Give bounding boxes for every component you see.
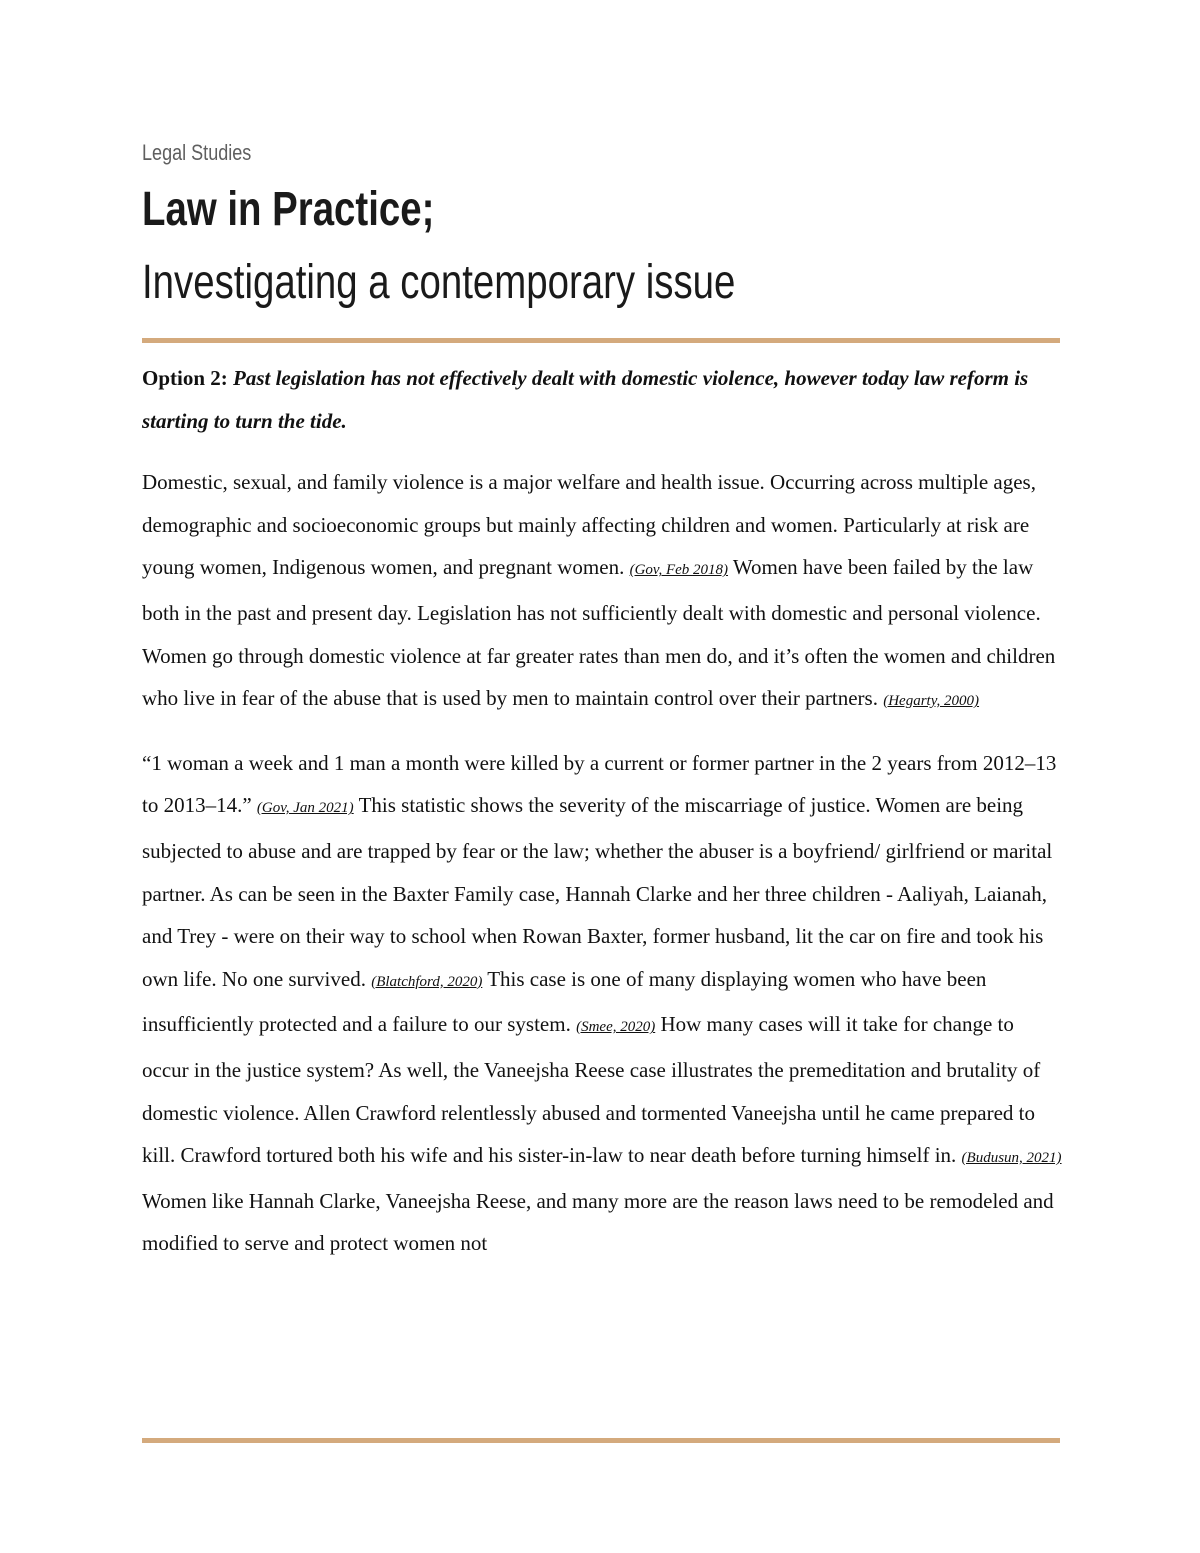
- paragraph-1: [142, 461, 1062, 723]
- paragraph-2-quote: “1 woman a week and 1 man a month were killed by a current or former partner in the 2 years from 2012–13 to 2013–14.”: [142, 750, 1057, 818]
- subject-label: Legal Studies: [142, 140, 252, 165]
- paragraph-2-sentence-2: This statistic shows the severity of the miscarriage of justice. Women are being subjected to abuse and are trapped by fear or the law; whether the abuser is a boyfriend/ girlfriend or marital partner. As can be seen in the Baxter Family case, Hannah Clarke and her three children - Aaliyah, Laianah, and Trey - were on their way to school when Rowan Baxter, former husband, lit the car on fire and took his own life. No one survived.: [142, 793, 1053, 991]
- document-title: Law in Practice;: [142, 183, 435, 236]
- option-label: Option 2:: [142, 366, 228, 390]
- document-subtitle: Investigating a contemporary issue: [142, 256, 736, 309]
- top-divider: [142, 338, 1060, 343]
- option-text: Past legislation has not effectively dealt with domestic violence, however today law reform is starting to turn the tide.: [142, 366, 1029, 433]
- paragraph-2-sentence-3: This case is one of many displaying women who have been insufficiently protected and a failure to our system.: [142, 966, 987, 1037]
- paragraph-1-sentence-1: Domestic, sexual, and family violence is a major welfare and health issue. Occurring across multiple ages, demographic and socioeconomic groups but mainly affecting children and women. Particularly at risk are young women, Indigenous women, and pregnant women.: [142, 470, 1036, 580]
- citation-link[interactable]: (Smee, 2020): [576, 1019, 656, 1036]
- citation-link[interactable]: (Gov, Feb 2018): [629, 562, 729, 579]
- option-statement: [142, 357, 1062, 442]
- citation-link[interactable]: (Blatchford, 2020): [371, 973, 483, 990]
- paragraph-2-sentence-5: Women like Hannah Clarke, Vaneejsha Reese, and many more are the reason laws need to be remodeled and modified to serve and protect women not: [142, 1188, 1054, 1256]
- paragraph-2-sentence-4: How many cases will it take for change to occur in the justice system? As well, the Vaneejsha Reese case illustrates the premeditation and brutality of domestic violence. Allen Crawford relentlessly abused and tormented Vaneejsha until he came prepared to kill. Crawford tortured both his wife and his sister-in-law to near death before turning himself in.: [142, 1012, 1041, 1168]
- paragraph-1-sentence-2: Women have been failed by the law both in the past and present day. Legislation has not sufficiently dealt with domestic and personal violence. Women go through domestic violence at far greater rates than men do, and it’s often the women and children who live in fear of the abuse that is used by men to maintain control over their partners.: [142, 555, 1056, 711]
- paragraph-2: [142, 742, 1062, 1265]
- citation-link[interactable]: (Gov, Jan 2021): [256, 800, 354, 817]
- document-body: [142, 357, 1062, 1284]
- citation-link[interactable]: (Hegarty, 2000): [883, 693, 980, 710]
- citation-link[interactable]: (Budusun, 2021): [961, 1150, 1062, 1167]
- bottom-divider: [142, 1438, 1060, 1443]
